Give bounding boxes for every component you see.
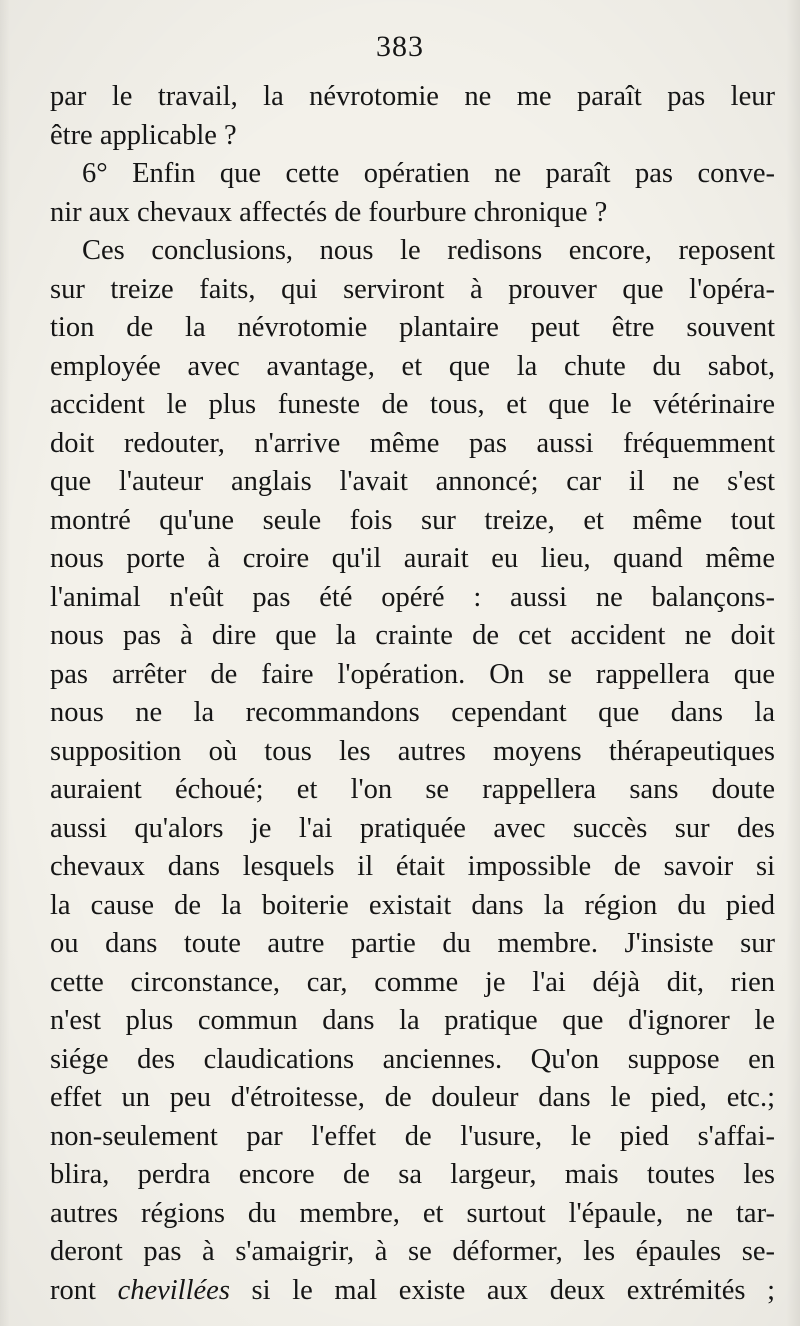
page-number: 383: [376, 30, 424, 63]
page-edge-shadow: [786, 0, 800, 1326]
text-line: effet un peu d'étroitesse, de douleur dans le pied, etc.;: [50, 1082, 775, 1113]
final-text-line: [50, 1272, 775, 1311]
text-line: être applicable ?: [50, 119, 237, 151]
final-line-end: si le mal existe aux deux extrémités ;: [229, 1274, 775, 1306]
text-line: la cause de la boiterie existait dans la région du pied: [50, 889, 775, 921]
text-line: que l'auteur anglais l'avait annoncé; car il ne s'est: [50, 466, 775, 497]
text-line: doit redouter, n'arrive même pas aussi fréquemment: [50, 427, 775, 459]
text-line: auraient échoué; et l'on se rappellera sans doute: [50, 774, 775, 805]
text-line: nous ne la recommandons cependant que dans la: [50, 697, 775, 728]
text-line: siége des claudications anciennes. Qu'on suppose en: [50, 1043, 775, 1075]
text-line: nir aux chevaux affectés de fourbure chronique ?: [50, 196, 608, 228]
text-line: non-seulement par l'effet de l'usure, le pied s'affai-: [50, 1120, 775, 1152]
text-line: blira, perdra encore de sa largeur, mais toutes les: [50, 1159, 775, 1190]
text-line: par le travail, la névrotomie ne me paraît pas leur: [50, 81, 775, 112]
text-line: sur treize faits, qui serviront à prouver que l'opéra-: [50, 273, 775, 305]
text-line: chevaux dans lesquels il était impossible de savoir si: [50, 851, 775, 882]
text-line: n'est plus commun dans la pratique que d'ignorer le: [50, 1005, 775, 1036]
text-line: autres régions du membre, et surtout l'épaule, ne tar-: [50, 1197, 775, 1229]
text-line: l'animal n'eût pas été opéré : aussi ne balançons-: [50, 581, 775, 613]
text-line: 6° Enfin que cette opératien ne paraît pas conve-: [82, 158, 775, 189]
body-text: [50, 78, 775, 1310]
text-line: supposition où tous les autres moyens thérapeutiques: [50, 735, 775, 767]
text-line: Ces conclusions, nous le redisons encore, reposent: [82, 235, 775, 266]
text-line: tion de la névrotomie plantaire peut être souvent: [50, 312, 775, 343]
page-gutter-shadow: [0, 0, 10, 1326]
text-line: deront pas à s'amaigrir, à se déformer, les épaules se-: [50, 1236, 775, 1267]
italic-term: chevillées: [117, 1274, 230, 1306]
final-line-start: ront: [50, 1274, 118, 1306]
text-line: employée avec avantage, et que la chute du sabot,: [50, 350, 775, 382]
text-line: aussi qu'alors je l'ai pratiquée avec succès sur des: [50, 812, 775, 844]
text-line: nous porte à croire qu'il aurait eu lieu, quand même: [50, 543, 775, 574]
text-line: pas arrêter de faire l'opération. On se rappellera que: [50, 658, 775, 690]
text-line: accident le plus funeste de tous, et que le vétérinaire: [50, 389, 775, 420]
text-line: nous pas à dire que la crainte de cet accident ne doit: [50, 620, 775, 651]
text-line: ou dans toute autre partie du membre. J'insiste sur: [50, 928, 775, 959]
text-line: montré qu'une seule fois sur treize, et même tout: [50, 504, 775, 536]
text-line: cette circonstance, car, comme je l'ai déjà dit, rien: [50, 966, 775, 998]
